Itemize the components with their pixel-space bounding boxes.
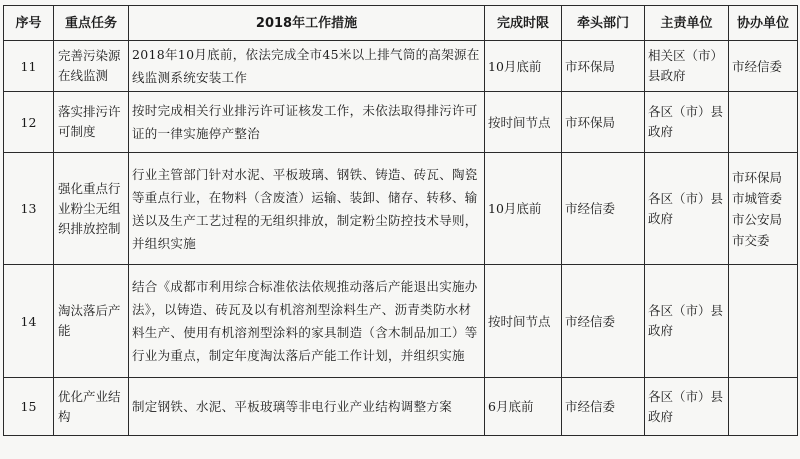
row-no: 13 — [4, 153, 54, 265]
row-responsible: 相关区（市）县政府 — [645, 41, 729, 92]
row-assist — [729, 265, 798, 378]
table-row — [4, 378, 798, 436]
row-task: 落实排污许可制度 — [54, 92, 129, 153]
table-row — [4, 153, 798, 265]
row-measure: 按时完成相关行业排污许可证核发工作，未依法取得排污许可证的一律实施停产整治 — [129, 92, 485, 153]
row-deadline: 按时间节点 — [485, 92, 562, 153]
row-deadline: 按时间节点 — [485, 265, 562, 378]
row-task: 完善污染源在线监测 — [54, 41, 129, 92]
row-responsible: 各区（市）县政府 — [645, 378, 729, 436]
row-lead: 市经信委 — [562, 378, 645, 436]
row-responsible: 各区（市）县政府 — [645, 265, 729, 378]
table-row — [4, 265, 798, 378]
row-lead: 市经信委 — [562, 153, 645, 265]
row-no: 14 — [4, 265, 54, 378]
row-no: 15 — [4, 378, 54, 436]
row-measure: 2018年10月底前，依法完成全市45米以上排气筒的高架源在线监测系统安装工作 — [129, 41, 485, 92]
row-measure: 行业主管部门针对水泥、平板玻璃、钢铁、铸造、砖瓦、陶瓷等重点行业，在物料（含废渣）运输、装卸、储存、转移、输送以及生产工艺过程的无组织排放，制定粉尘防控技术导则，并组织实施 — [129, 153, 485, 265]
row-measure: 制定钢铁、水泥、平板玻璃等非电行业产业结构调整方案 — [129, 378, 485, 436]
header-row — [4, 6, 798, 41]
row-assist — [729, 378, 798, 436]
row-measure: 结合《成都市利用综合标准依法依规推动落后产能退出实施办法》，以铸造、砖瓦及以有机溶剂型涂料生产、沥青类防水材料生产、使用有机溶剂型涂料的家具制造（含木制品加工）等行业为重点，制定年度淘汰落后产能工作计划，并组织实施 — [129, 265, 485, 378]
table-row — [4, 41, 798, 92]
row-lead: 市环保局 — [562, 41, 645, 92]
header-deadline: 完成时限 — [485, 6, 562, 41]
row-responsible: 各区（市）县政府 — [645, 153, 729, 265]
row-lead: 市环保局 — [562, 92, 645, 153]
header-responsible: 主责单位 — [645, 6, 729, 41]
row-deadline: 10月底前 — [485, 153, 562, 265]
header-task: 重点任务 — [54, 6, 129, 41]
row-deadline: 10月底前 — [485, 41, 562, 92]
row-no: 11 — [4, 41, 54, 92]
table-row — [4, 92, 798, 153]
header-lead: 牵头部门 — [562, 6, 645, 41]
row-assist: 市环保局 市城管委 市公安局 市交委 — [729, 153, 798, 265]
row-deadline: 6月底前 — [485, 378, 562, 436]
header-assist: 协办单位 — [729, 6, 798, 41]
row-assist — [729, 92, 798, 153]
row-responsible: 各区（市）县政府 — [645, 92, 729, 153]
row-no: 12 — [4, 92, 54, 153]
header-no: 序号 — [4, 6, 54, 41]
row-task: 优化产业结构 — [54, 378, 129, 436]
row-lead: 市经信委 — [562, 265, 645, 378]
header-measure: 2018年工作措施 — [129, 6, 485, 41]
work-measures-table — [3, 5, 798, 436]
row-task: 淘汰落后产能 — [54, 265, 129, 378]
row-assist: 市经信委 — [729, 41, 798, 92]
row-task: 强化重点行业粉尘无组织排放控制 — [54, 153, 129, 265]
